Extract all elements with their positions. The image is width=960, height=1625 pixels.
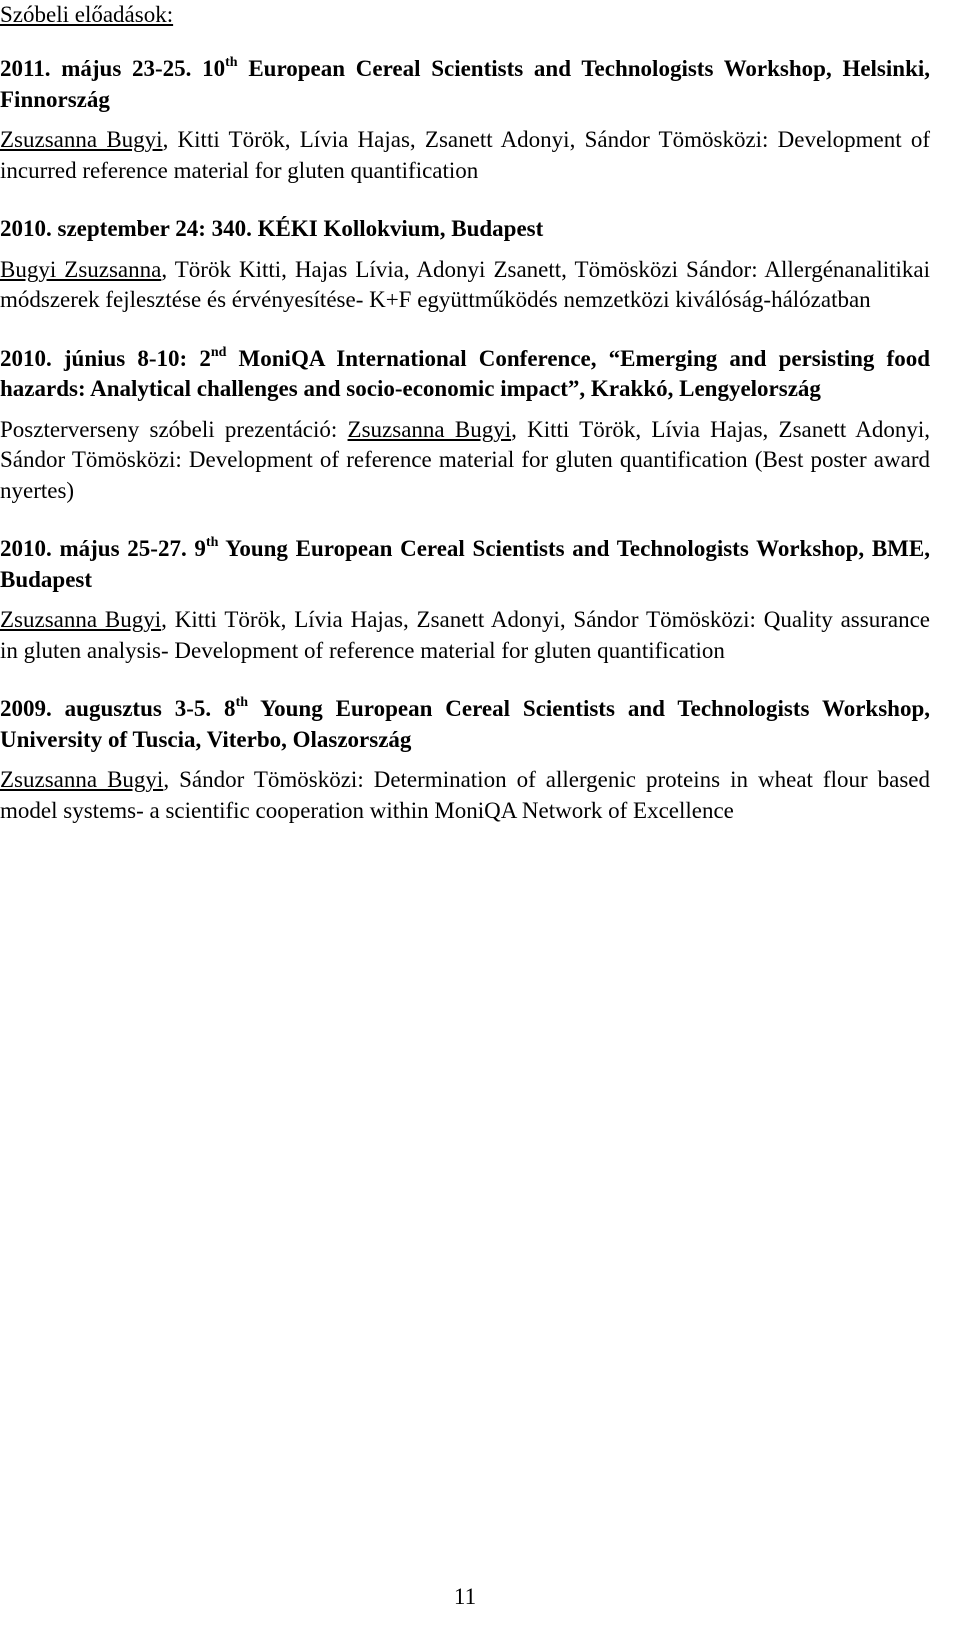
presenter-name: Zsuzsanna Bugyi: [347, 416, 512, 442]
event-name: Young European Cereal Scientists and Technologists Workshop, BME, Budapest: [0, 536, 930, 592]
presenter-name: Zsuzsanna Bugyi: [0, 127, 163, 152]
presenter-name: Zsuzsanna Bugyi: [0, 767, 164, 792]
presentation-entry: [0, 534, 930, 666]
entry-title: [0, 214, 930, 245]
event-name: Young European Cereal Scientists and Technologists Workshop, University of Tuscia, Viterbo, Olaszország: [0, 696, 930, 752]
presentation-entry: [0, 694, 930, 826]
entry-date: 2010. június 8-10: 2: [0, 345, 211, 371]
entry-body: [0, 765, 930, 826]
ordinal-suffix: th: [205, 535, 219, 550]
coauthors-and-title: , Kitti Török, Lívia Hajas, Zsanett Adonyi, Sándor Tömösközi: Quality assurance in gluten analysis- Development of reference material for gluten quantification: [0, 607, 930, 663]
presentation-entry: [0, 214, 930, 316]
presenter-name: Bugyi Zsuzsanna: [0, 256, 162, 282]
entry-title: [0, 344, 930, 405]
presentation-entry: [0, 54, 930, 186]
coauthors-and-title: , Török Kitti, Hajas Lívia, Adonyi Zsanett, Tömösközi Sándor: Allergénanalitikai módszerek fejlesztése és érvényesítése- K+F együttműködés nemzetközi kiválóság-hálózatban: [0, 256, 931, 312]
event-name: MoniQA International Conference, “Emerging and persisting food hazards: Analytical challenges and socio-economic impact”, Krakkó, Lengyelország: [0, 345, 930, 401]
ordinal-suffix: th: [235, 695, 249, 710]
entry-body: [0, 605, 930, 666]
coauthors-and-title: , Sándor Tömösközi: Determination of allergenic proteins in wheat flour based model systems- a scientific cooperation within MoniQA Network of Excellence: [0, 767, 931, 823]
entry-date: 2011. május 23-25. 10: [0, 56, 226, 81]
coauthors-and-title: , Kitti Török, Lívia Hajas, Zsanett Adonyi, Sándor Tömösközi: Development of incurred reference material for gluten quantification: [0, 127, 930, 183]
section-heading: Szóbeli előadások:: [0, 2, 174, 27]
presenter-name: Zsuzsanna Bugyi: [0, 607, 162, 632]
entry-body: [0, 255, 930, 316]
ordinal-suffix: th: [225, 55, 238, 70]
ordinal-suffix: nd: [210, 344, 227, 360]
entry-body: [0, 415, 930, 507]
entry-date: 2010. május 25-27. 9: [0, 536, 206, 561]
entry-body: [0, 125, 930, 186]
page-number: 11: [453, 1584, 477, 1609]
entry-title: [0, 694, 930, 755]
presentation-entry: [0, 344, 930, 507]
entry-title: [0, 534, 930, 595]
event-name: European Cereal Scientists and Technologists Workshop, Helsinki, Finnország: [0, 56, 930, 112]
entry-title: [0, 54, 930, 115]
entry-date: 2010. szeptember 24: 340. KÉKI Kollokvium, Budapest: [0, 216, 544, 241]
presentation-type: Poszterverseny szóbeli prezentáció:: [0, 416, 348, 442]
entry-date: 2009. augusztus 3-5. 8: [0, 696, 236, 721]
coauthors-and-title: , Kitti Török, Lívia Hajas, Zsanett Adonyi, Sándor Tömösközi: Development of reference material for gluten quantification (Best poster award nyertes): [0, 416, 930, 503]
